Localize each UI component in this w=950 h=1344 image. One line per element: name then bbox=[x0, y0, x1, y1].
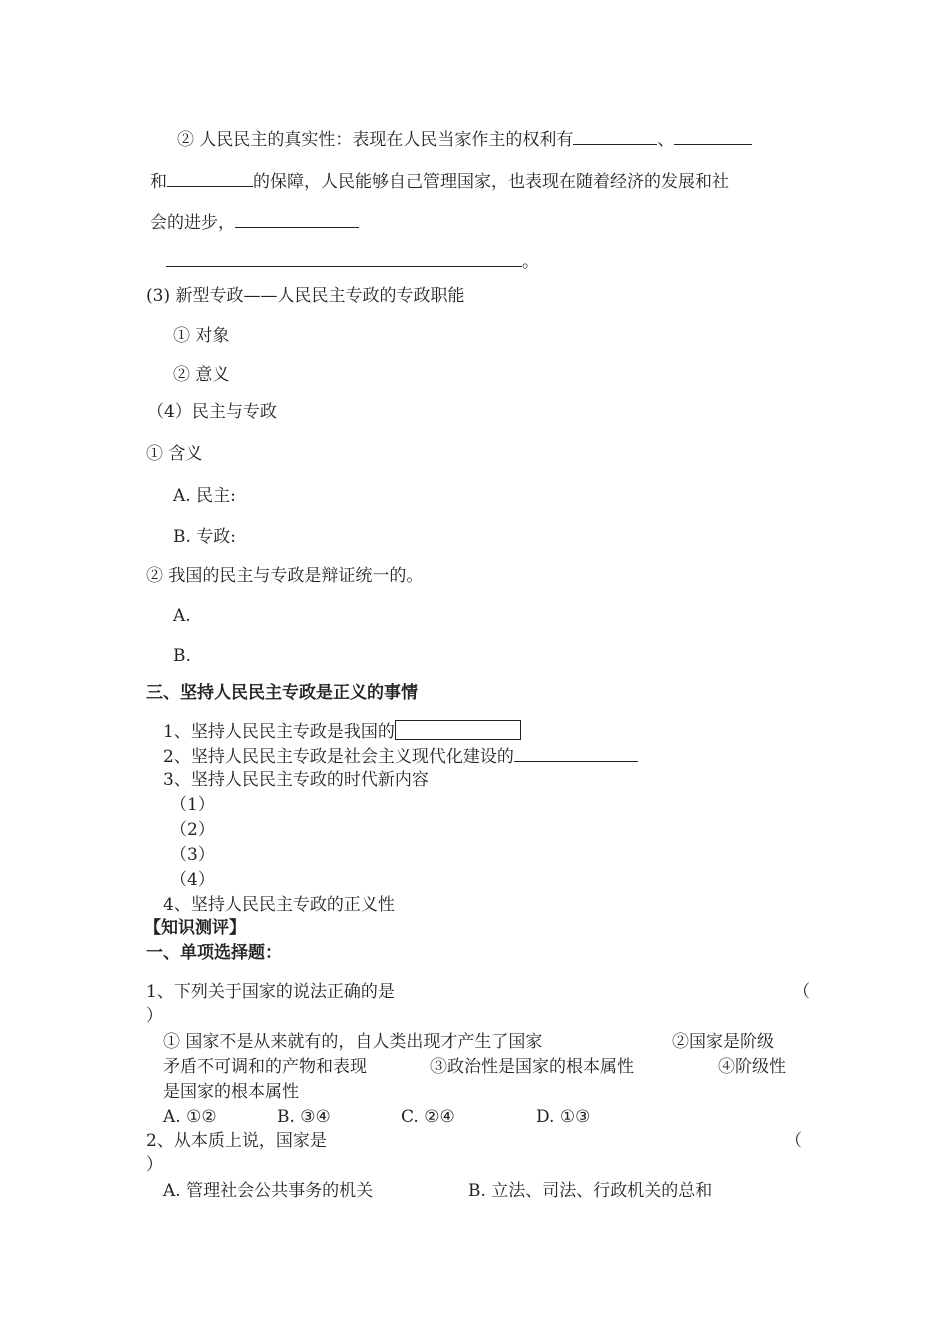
para-line-3-text: 会的进步， bbox=[150, 213, 235, 233]
section-3-item-1: ① 对象 bbox=[173, 326, 230, 346]
para-line-4-end: 。 bbox=[522, 252, 539, 272]
q1-option-line-3: 是国家的根本属性 bbox=[163, 1082, 299, 1102]
q1-paren-open: （ bbox=[793, 982, 810, 1002]
q1-option-line-1a: ① 国家不是从来就有的，自人类出现才产生了国家 bbox=[163, 1032, 543, 1052]
q1-choice-d: D. ①③ bbox=[536, 1107, 591, 1127]
q1-option-line-2a: 矛盾不可调和的产物和表现 bbox=[163, 1057, 367, 1077]
sub-item-2: （2） bbox=[170, 820, 215, 840]
section-three-item-3: 3、坚持人民民主专政的时代新内容 bbox=[163, 770, 429, 790]
para-line-4 bbox=[166, 250, 539, 272]
section-4-heading-2: ② 我国的民主与专政是辩证统一的。 bbox=[146, 566, 424, 586]
q1-option-line-2c: ④阶级性 bbox=[718, 1057, 786, 1077]
blank-1 bbox=[573, 128, 657, 145]
q2-choice-b: B. 立法、司法、行政机关的总和 bbox=[468, 1181, 713, 1201]
section-4-item-b2: B. bbox=[173, 646, 191, 666]
blank-5 bbox=[166, 250, 522, 267]
q1-choice-c: C. ②④ bbox=[401, 1107, 455, 1127]
section-three-item-1 bbox=[163, 720, 521, 742]
q1-option-line-1b: ②国家是阶级 bbox=[672, 1032, 774, 1052]
section-three-title: 三、坚持人民民主专政是正义的事情 bbox=[146, 683, 418, 703]
section-4-heading-1: ① 含义 bbox=[146, 444, 203, 464]
blank-4 bbox=[235, 211, 359, 228]
section-4-item-a: A. 民主: bbox=[173, 486, 236, 506]
blank-6 bbox=[514, 745, 638, 762]
section-3-title: (3) 新型专政——人民民主专政的专政职能 bbox=[146, 286, 465, 306]
section-4-item-a2: A. bbox=[173, 606, 191, 626]
q2-stem: 2、从本质上说，国家是 bbox=[146, 1131, 327, 1151]
para-line-2-start: 和 bbox=[150, 172, 167, 192]
section-three-item-2-text: 2、坚持人民民主专政是社会主义现代化建设的 bbox=[163, 747, 514, 767]
para-line-3 bbox=[150, 211, 359, 233]
section-4-item-b: B. 专政: bbox=[173, 527, 237, 547]
sub-item-3: （3） bbox=[170, 845, 215, 865]
blank-2 bbox=[674, 128, 752, 145]
section-three-item-2 bbox=[163, 745, 638, 767]
eval-part-title: 一、单项选择题： bbox=[146, 943, 282, 963]
q2-choice-a: A. 管理社会公共事务的机关 bbox=[163, 1181, 374, 1201]
para-line-2 bbox=[150, 170, 729, 192]
separator-text: 、 bbox=[657, 130, 675, 150]
section-three-item-4: 4、坚持人民民主专政的正义性 bbox=[163, 895, 395, 915]
para-line-1 bbox=[177, 128, 752, 150]
q1-choice-b: B. ③④ bbox=[277, 1107, 331, 1127]
answer-box bbox=[395, 720, 521, 740]
q1-stem: 1、下列关于国家的说法正确的是 bbox=[146, 982, 395, 1002]
q1-paren-close: ） bbox=[146, 1006, 163, 1026]
section-3-item-2: ② 意义 bbox=[173, 365, 230, 385]
para-line-2-text: 的保障，人民能够自己管理国家，也表现在随着经济的发展和社 bbox=[253, 172, 729, 192]
sub-item-4: （4） bbox=[170, 870, 215, 890]
q1-option-line-2b: ③政治性是国家的根本属性 bbox=[430, 1057, 634, 1077]
para-line-1-text: ② 人民民主的真实性：表现在人民当家作主的权利有 bbox=[177, 130, 574, 150]
section-three-item-1-text: 1、坚持人民民主专政是我国的 bbox=[163, 722, 395, 742]
blank-3 bbox=[167, 170, 253, 187]
q2-paren-close: ） bbox=[146, 1155, 163, 1175]
q2-paren-open: （ bbox=[785, 1131, 802, 1151]
q1-choice-a: A. ①② bbox=[163, 1107, 217, 1127]
eval-title: 【知识测评】 bbox=[144, 918, 246, 938]
sub-item-1: （1） bbox=[170, 795, 215, 815]
section-4-title: （4）民主与专政 bbox=[147, 402, 277, 422]
